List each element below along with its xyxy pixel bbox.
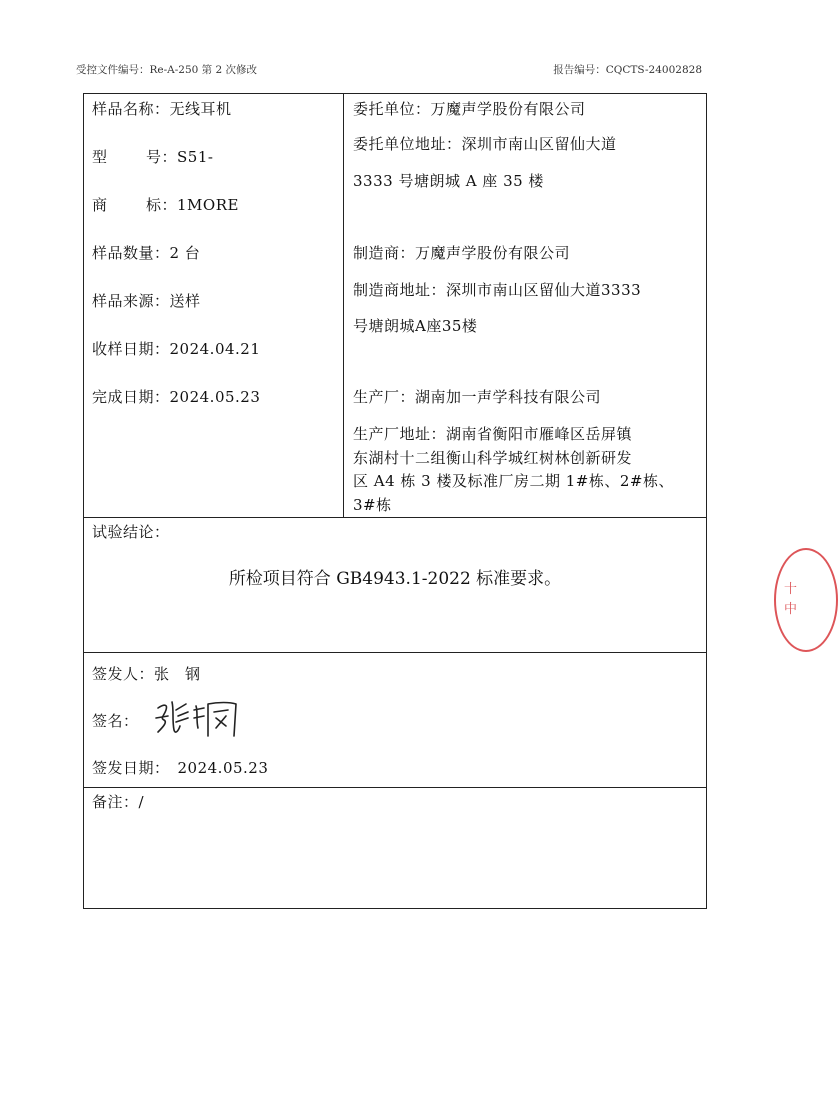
model-value: 号：S51-: [146, 148, 214, 166]
company-seal: [774, 548, 838, 652]
manufacturer-address-line1: 制造商地址：深圳市南山区留仙大道3333: [353, 281, 642, 299]
client-address-line2: 3333 号塘朗城 A 座 35 楼: [353, 172, 544, 190]
manufacturer-address-line2: 号塘朗城A座35楼: [353, 317, 478, 335]
report-number: 报告编号：CQCTS-24002828: [553, 64, 702, 76]
factory-name: 生产厂：湖南加一声学科技有限公司: [353, 388, 602, 406]
handwritten-signature: [152, 696, 242, 742]
sample-source: 样品来源：送样: [92, 292, 201, 310]
sample-quantity: 样品数量：2 台: [92, 244, 201, 262]
brand-label: 商: [92, 196, 108, 214]
remarks: 备注：/: [92, 793, 145, 811]
report-table: [83, 93, 707, 909]
factory-address-line1: 生产厂地址：湖南省衡阳市雁峰区岳屏镇: [353, 425, 633, 443]
column-divider: [343, 94, 344, 517]
model-label: 型: [92, 148, 108, 166]
conclusion-label: 试验结论：: [92, 523, 170, 541]
client-name: 委托单位：万魔声学股份有限公司: [353, 100, 586, 118]
factory-address-line4: 3#栋: [353, 496, 392, 514]
divider-conclusion: [84, 517, 706, 518]
completed-date: 完成日期：2024.05.23: [92, 388, 261, 406]
sample-name: 样品名称：无线耳机: [92, 100, 232, 118]
brand-value: 标：1MORE: [146, 196, 239, 214]
manufacturer-name: 制造商：万魔声学股份有限公司: [353, 244, 571, 262]
issue-date: 签发日期： 2024.05.23: [92, 759, 269, 777]
signature-label: 签名：: [92, 712, 139, 730]
divider-issuer: [84, 652, 706, 653]
seal-glyph-1: 十: [784, 582, 798, 597]
conclusion-text: 所检项目符合 GB4943.1-2022 标准要求。: [228, 569, 562, 589]
factory-address-line3: 区 A4 栋 3 楼及标准厂房二期 1#栋、2#栋、: [353, 472, 674, 490]
received-date: 收样日期：2024.04.21: [92, 340, 261, 358]
client-address-line1: 委托单位地址：深圳市南山区留仙大道: [353, 135, 617, 153]
divider-remarks: [84, 787, 706, 788]
seal-glyph-2: 中: [784, 602, 798, 617]
factory-address-line2: 东湖村十二组衡山科学城红树林创新研发: [353, 449, 633, 467]
issued-by: 签发人：张 钢: [92, 665, 201, 683]
controlled-doc-number: 受控文件编号：Re-A-250 第 2 次修改: [76, 64, 258, 76]
